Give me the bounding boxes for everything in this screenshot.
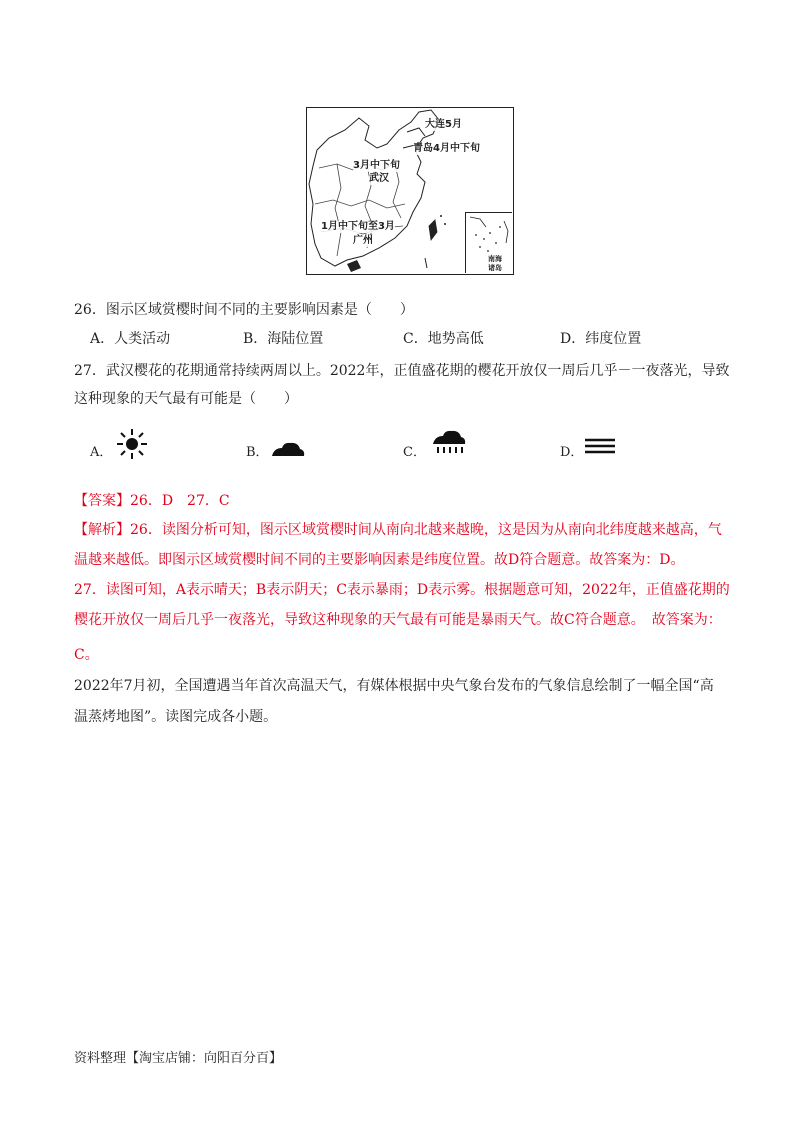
q27-option-d-letter: D． [560, 445, 584, 460]
label-qingdao: 青岛4月中下旬 [413, 143, 480, 154]
analysis-line-5: C。 [74, 647, 99, 663]
intro-line-2: 温蒸烤地图”。读图完成各小题。 [74, 709, 278, 725]
q27-option-c [403, 428, 493, 460]
cherry-blossom-map [306, 107, 514, 275]
q26-option-d: D．纬度位置 [560, 331, 642, 347]
intro-line-1: 2022年7月初，全国遭遇当年首次高温天气，有媒体根据中央气象台发布的气象信息绘制了一幅全国“高 [74, 678, 714, 694]
q27-option-a-letter: A． [90, 445, 113, 460]
analysis-line-4: 樱花开放仅一周后几乎一夜落光，导致这种现象的天气最有可能是暴雨天气。故C符合题意。 故答案为： [74, 612, 722, 628]
q26-stem: 26．图示区域赏樱时间不同的主要影响因素是（ ） [74, 302, 414, 318]
fog-icon [584, 428, 616, 460]
answer-line: 【答案】26．D 27．C [74, 493, 230, 509]
label-wuhan: 武汉 [369, 173, 389, 184]
q26-option-b: B．海陆位置 [243, 331, 324, 347]
q27-option-c-letter: C． [403, 445, 426, 460]
analysis-line-1: 【解析】26．读图分析可知，图示区域赏樱时间从南向北越来越晚，这是因为从南向北纬度越来越高，气 [74, 522, 722, 538]
sunny-icon [116, 428, 148, 460]
inset-label-line2: 诸岛 [488, 264, 502, 272]
rainstorm-icon [431, 428, 467, 460]
q26-option-c: C．地势高低 [403, 331, 484, 347]
page-footer: 资料整理【淘宝店铺：向阳百分百】 [74, 1051, 283, 1066]
label-guangzhou-time: 1月中下旬至3月 [321, 221, 395, 232]
q27-option-a [90, 428, 160, 460]
q27-stem-line1: 27．武汉樱花的花期通常持续两周以上。2022年，正值盛花期的樱花开放仅一周后几乎－一夜落光，导致 [74, 363, 730, 379]
label-dalian: 大连5月 [425, 119, 462, 130]
q27-option-d [560, 428, 650, 460]
analysis-line-2: 温越来越低。即图示区域赏樱时间不同的主要影响因素是纬度位置。故D符合题意。故答案为：D。 [74, 552, 685, 568]
overcast-icon [270, 428, 306, 460]
analysis-line-3: 27．读图可知，A表示晴天；B表示阴天；C表示暴雨；D表示雾。根据题意可知，2022年，正值盛花期的 [74, 582, 730, 598]
label-wuhan-time: 3月中下旬 [353, 160, 400, 171]
q27-option-b [246, 428, 336, 460]
q27-option-b-letter: B． [246, 445, 269, 460]
label-guangzhou: 广州 [353, 235, 373, 246]
q26-option-a: A．人类活动 [90, 331, 171, 347]
south-china-sea-inset [465, 212, 512, 273]
q27-stem-line2: 这种现象的天气最有可能是（ ） [74, 391, 298, 407]
inset-label-line1: 南海 [488, 255, 502, 263]
